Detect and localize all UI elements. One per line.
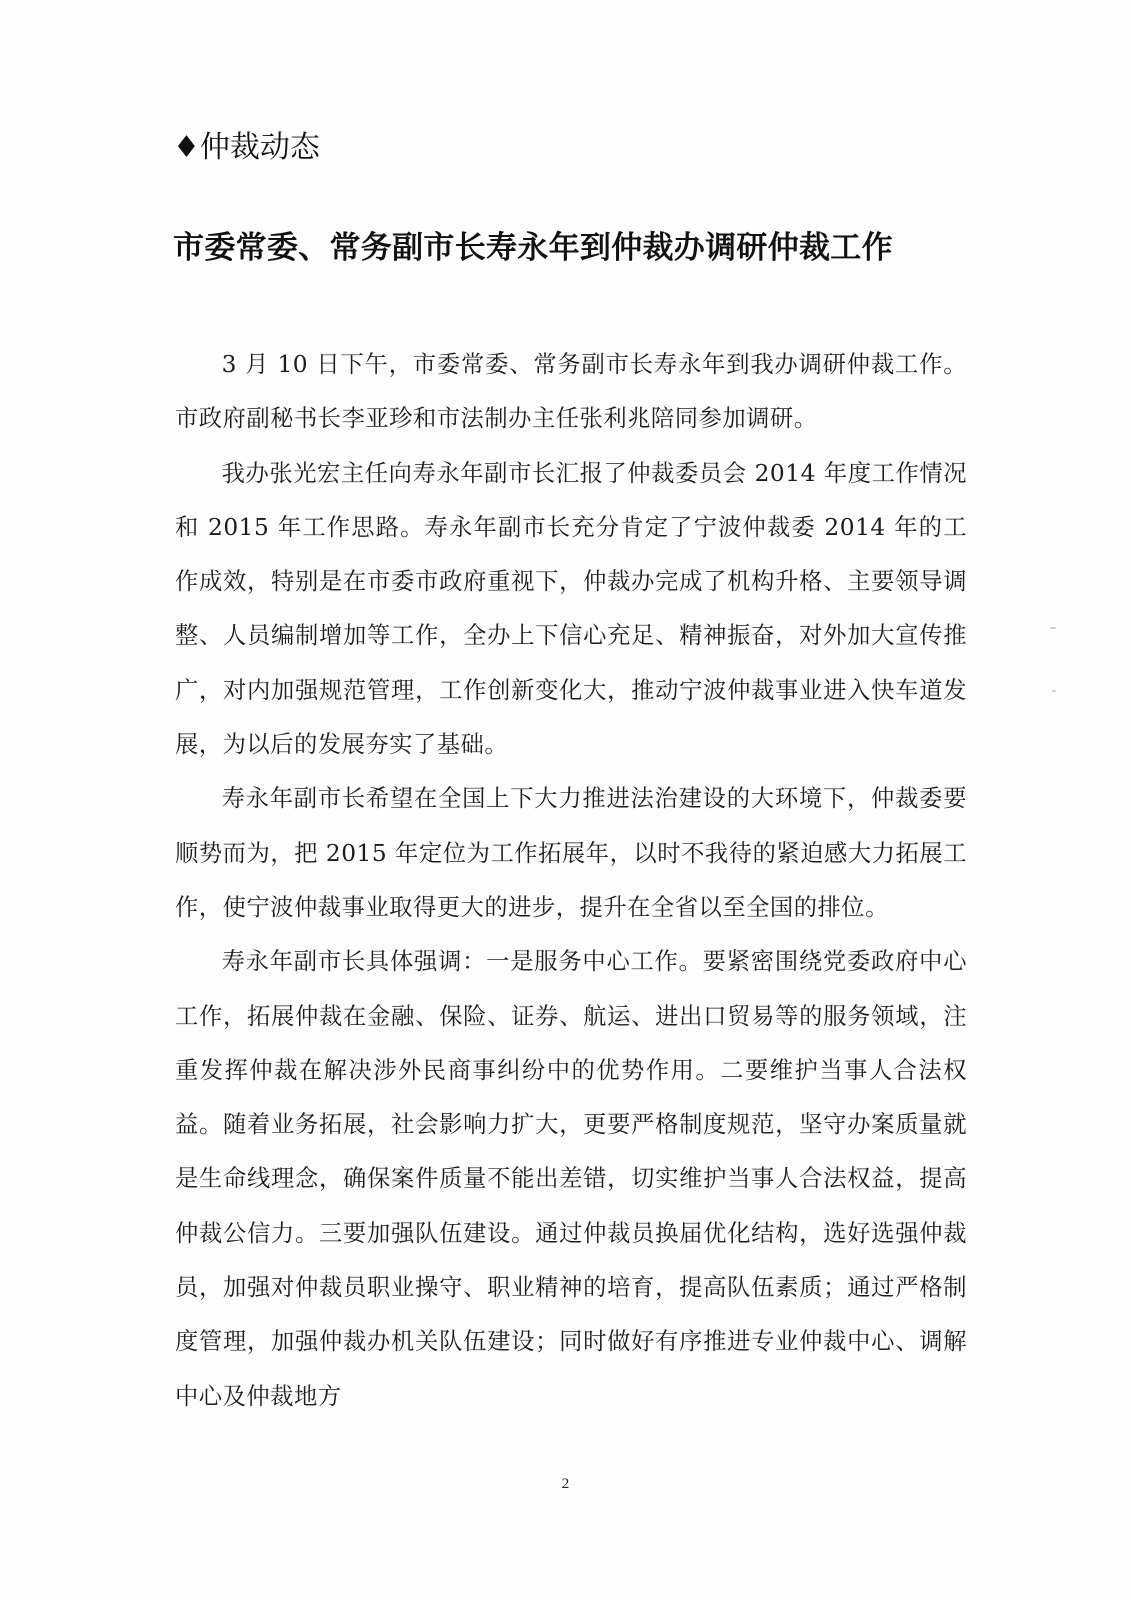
scan-artifact [1052, 690, 1056, 692]
section-label: ♦仲裁动态 [173, 130, 320, 165]
paragraph: 3 月 10 日下午，市委常委、常务副市长寿永年到我办调研仲裁工作。市政府副秘书长李亚珍和市法制办主任张利兆陪同参加调研。 [175, 351, 967, 433]
scan-artifact [1050, 627, 1056, 629]
paragraph: 我办张光宏主任向寿永年副市长汇报了仲裁委员会 2014 年度工作情况和 2015 年工作思路。寿永年副市长充分肯定了宁波仲裁委 2014 年的工作成效，特别是在市委市政府重视下，仲裁办完成了机构升格、主要领导调整、人员编制增加等工作，全办上下信心充足、精神振奋，对外加大宣传推广，对内加强规范管理，工作创新变化大，推动宁波仲裁事业进入快车道发展，为以后的发展夯实了基础。 [175, 459, 967, 759]
page-number: 2 [561, 1476, 570, 1492]
paragraph: 寿永年副市长具体强调：一是服务中心工作。要紧密围绕党委政府中心工作，拓展仲裁在金融、保险、证券、航运、进出口贸易等的服务领域，注重发挥仲裁在解决涉外民商事纠纷中的优势作用。二要维护当事人合法权益。随着业务拓展，社会影响力扩大，更要严格制度规范，坚守办案质量就是生命线理念，确保案件质量不能出差错，切实维护当事人合法权益，提高仲裁公信力。三要加强队伍建设。通过仲裁员换届优化结构，选好选强仲裁员，加强对仲裁员职业操守、职业精神的培育，提高队伍素质；通过严格制度管理，加强仲裁办机关队伍建设；同时做好有序推进专业仲裁中心、调解中心及仲裁地方 [175, 948, 967, 1410]
paragraph: 寿永年副市长希望在全国上下大力推进法治建设的大环境下，仲裁委要顺势而为，把 2015 年定位为工作拓展年，以时不我待的紧迫感大力拓展工作，使宁波仲裁事业取得更大的进步，提升在全省以至全国的排位。 [175, 785, 967, 921]
article-body [175, 338, 967, 1424]
article-headline: 市委常委、常务副市长寿永年到仲裁办调研仲裁工作 [173, 230, 893, 266]
